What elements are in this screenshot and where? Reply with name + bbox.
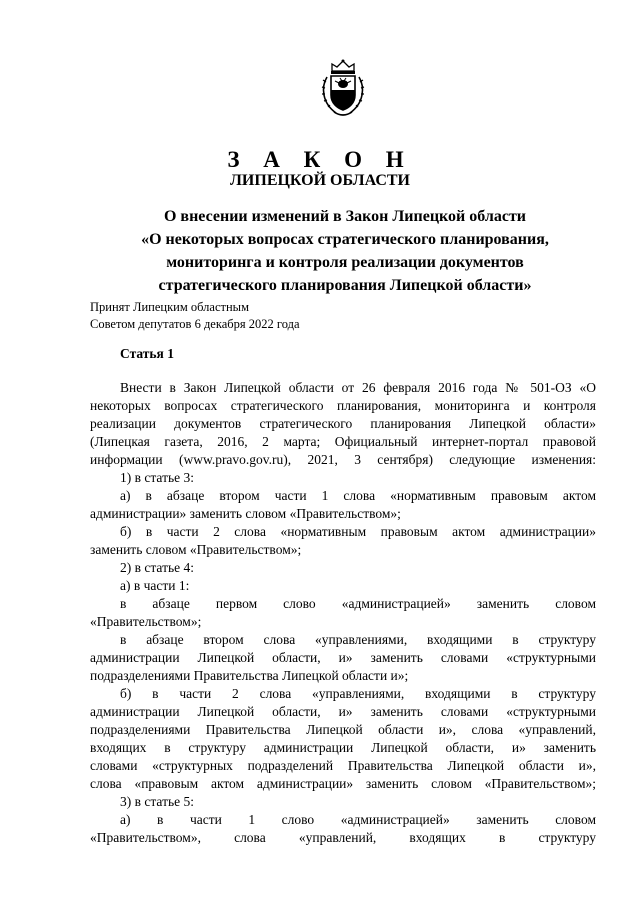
heading-line: «О некоторых вопросах стратегического планирования,	[141, 231, 549, 248]
body-line: а) в абзаце втором части 1 слова «нормативным правовым актом	[120, 488, 596, 503]
body-line: подразделениями Правительства Липецкой области и»;	[90, 668, 409, 683]
body-line: подразделениями Правительства Липецкой области и», слова «управлений,	[90, 722, 596, 737]
body-line: 2) в статье 4:	[120, 560, 194, 575]
heading-line: мониторинга и контроля реализации документов	[166, 254, 524, 271]
heading-line: О внесении изменений в Закон Липецкой области	[163, 208, 527, 225]
adoption-note	[90, 299, 300, 333]
adoption-line: Принят Липецким областным	[90, 300, 249, 314]
body-line: (Липецкая газета, 2016, 2 марта; Официальный интернет-портал правовой	[90, 434, 596, 449]
body-line: «Правительством», слова «управлений, входящих в структуру	[90, 830, 596, 845]
body-line: 3) в статье 5:	[120, 794, 194, 809]
body-line: заменить словом «Правительством»;	[90, 542, 302, 557]
coat-of-arms-icon	[318, 57, 368, 117]
article-body	[90, 379, 596, 847]
body-line: а) в части 1:	[120, 578, 190, 593]
body-line: в абзаце первом слово «администрацией» заменить словом	[120, 596, 596, 611]
body-line: слова «правовым актом администрации» заменить словом «Правительством»;	[90, 776, 596, 791]
body-line: некоторых вопросах стратегического планирования, мониторинга и контроля	[90, 398, 596, 413]
article-title: Статья 1	[120, 346, 174, 361]
body-line: администрации» заменить словом «Правительством»;	[90, 506, 401, 521]
law-heading	[90, 205, 600, 297]
body-line: входящих в структуру администрации Липецкой области, и» заменить	[90, 740, 596, 755]
document-subtitle: ЛИПЕЦКОЙ ОБЛАСТИ	[230, 172, 410, 189]
body-line: б) в части 2 слова «управлениями, входящими в структуру	[120, 686, 596, 701]
heading-line: стратегического планирования Липецкой области»	[158, 277, 532, 294]
body-line: реализации документов стратегического планирования Липецкой области»	[90, 416, 596, 431]
body-line: б) в части 2 слова «нормативным правовым актом администрации»	[120, 524, 596, 539]
body-line: администрации Липецкой области, и» заменить словами «структурными	[90, 650, 596, 665]
document-title: З А К О Н	[227, 147, 413, 172]
body-line: администрации Липецкой области, и» заменить словами «структурными	[90, 704, 596, 719]
body-line: 1) в статье 3:	[120, 470, 194, 485]
body-line: в абзаце втором слова «управлениями, входящими в структуру	[120, 632, 596, 647]
body-line: «Правительством»;	[90, 614, 202, 629]
body-line: словами «структурных подразделений Правительства Липецкой области и»,	[90, 758, 596, 773]
body-line: информации (www.pravo.gov.ru), 2021, 3 сентября) следующие изменения:	[90, 452, 596, 467]
body-line: а) в части 1 слово «администрацией» заменить словом	[120, 812, 596, 827]
body-line: Внести в Закон Липецкой области от 26 февраля 2016 года № 501-ОЗ «О	[120, 380, 596, 395]
adoption-line: Советом депутатов 6 декабря 2022 года	[90, 317, 300, 331]
